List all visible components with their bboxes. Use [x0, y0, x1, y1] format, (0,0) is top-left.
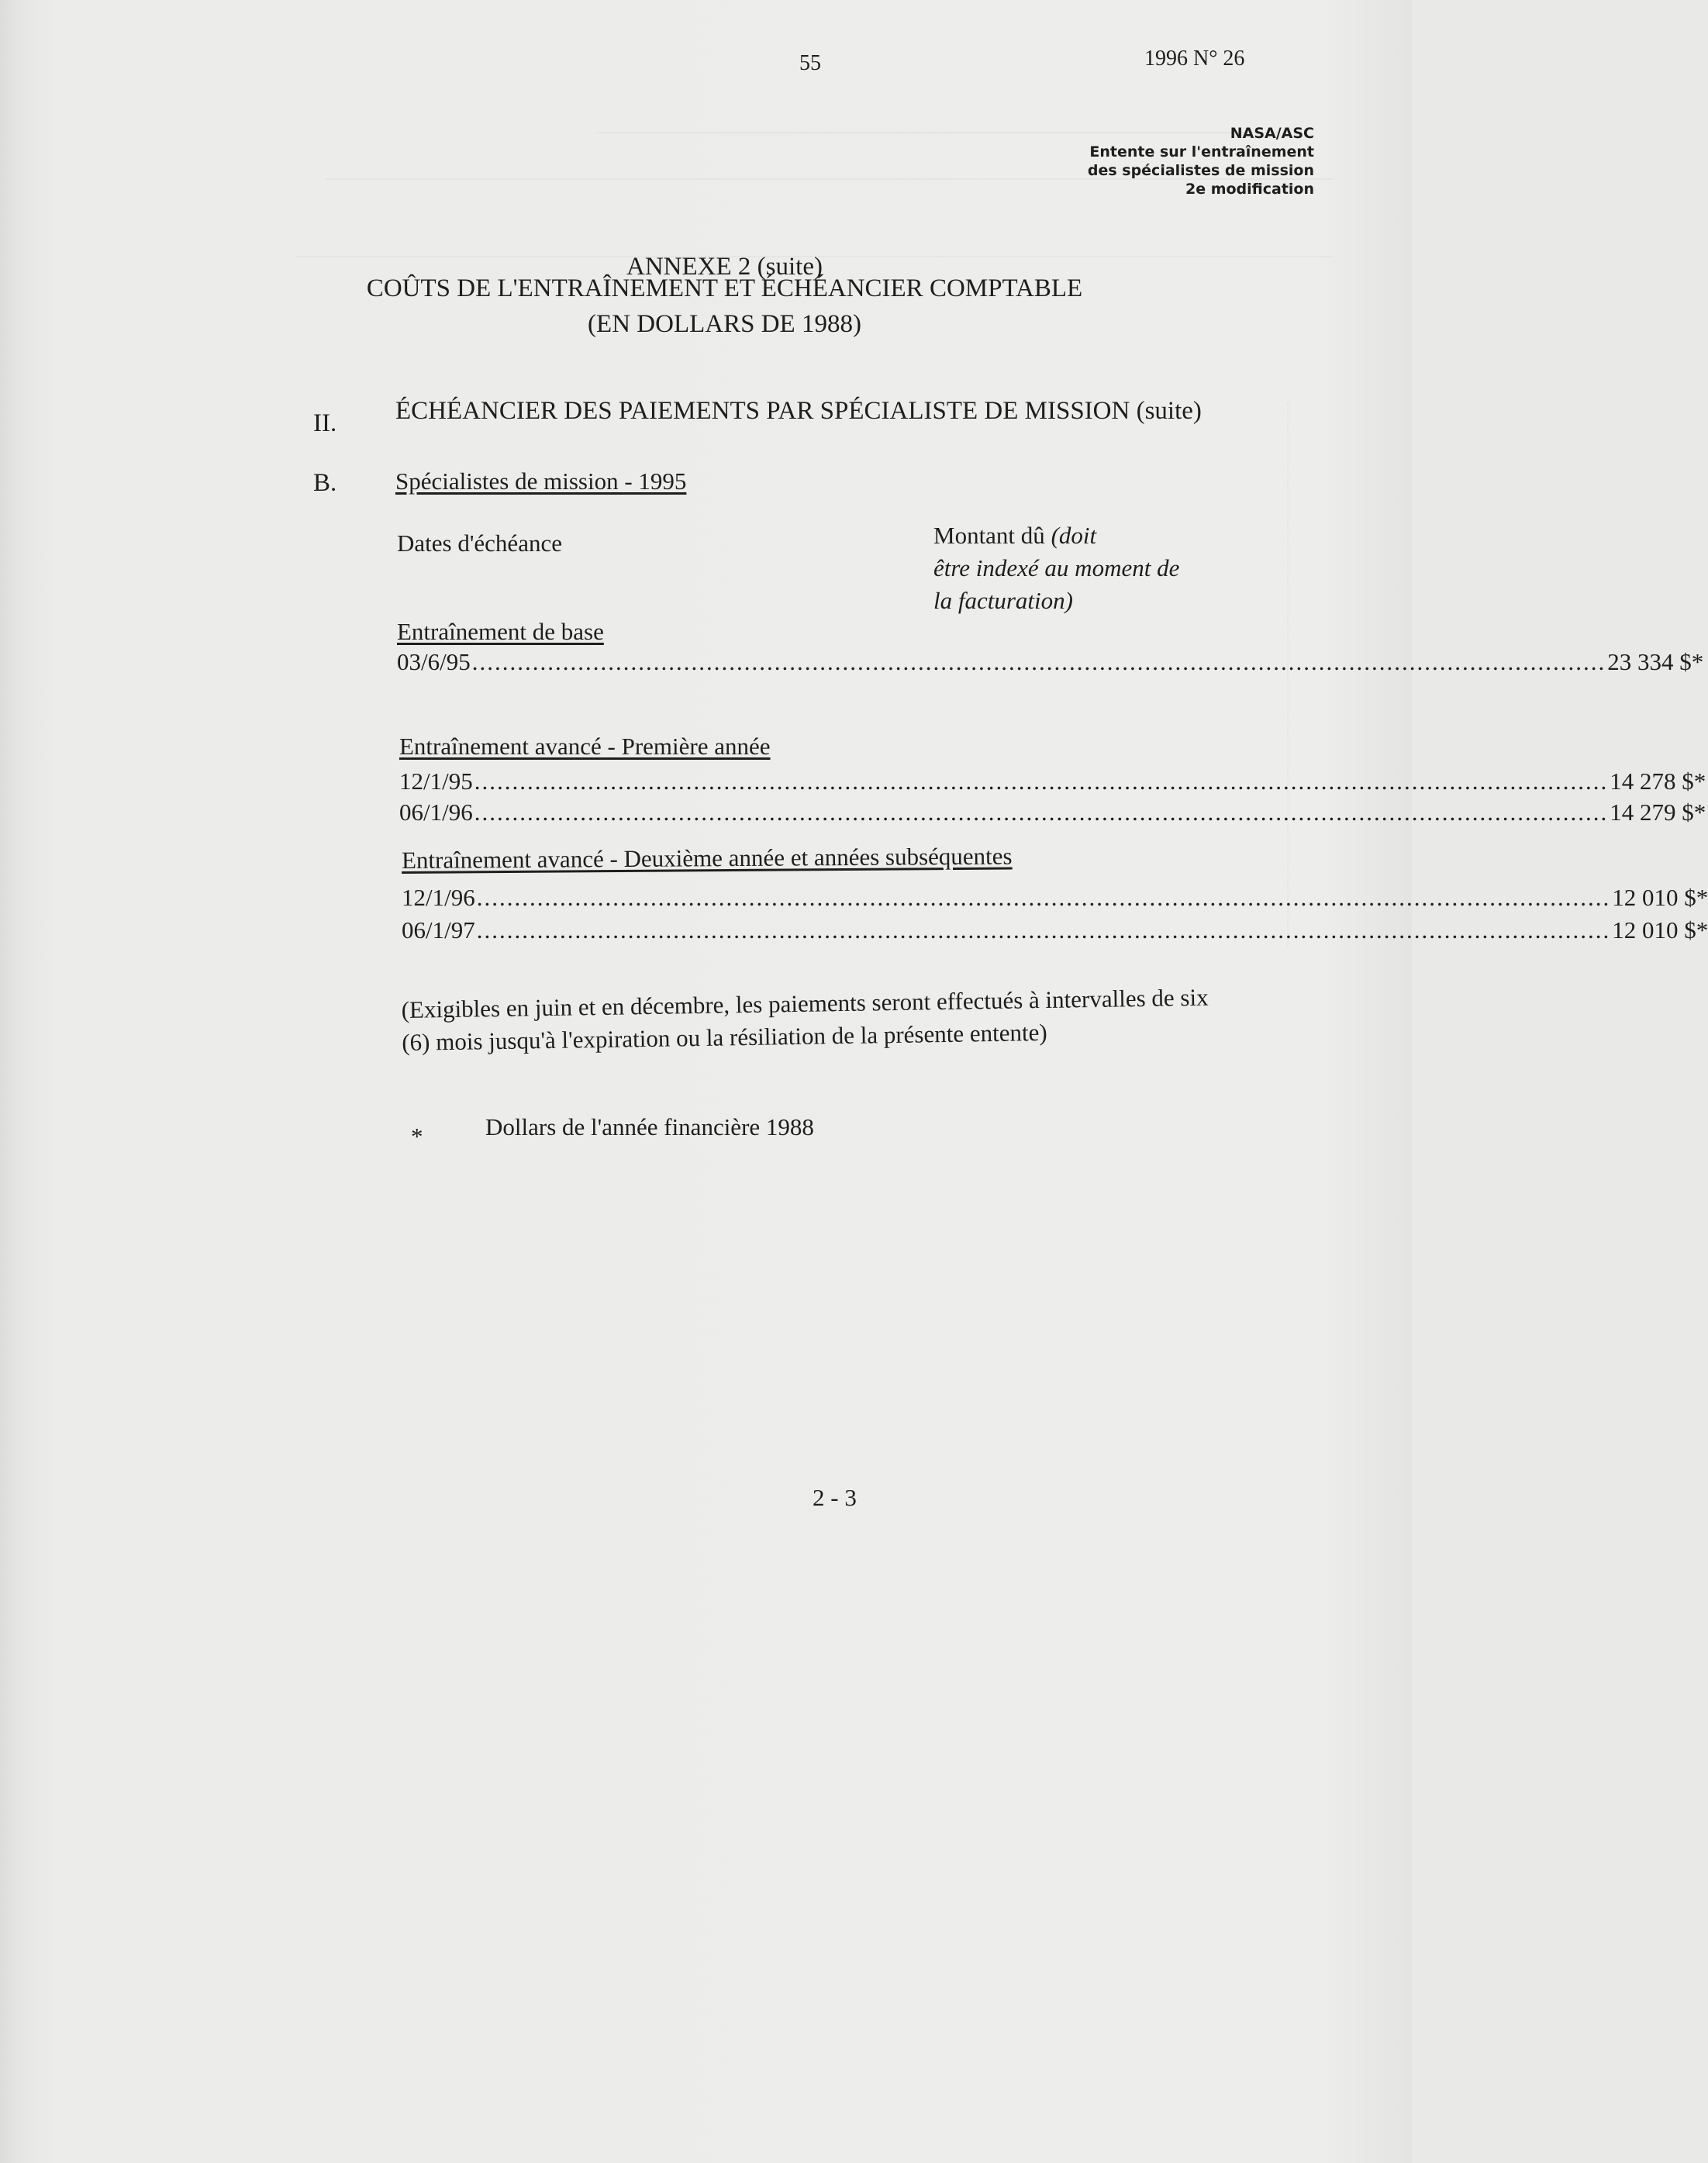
- payment-amount: 14 278 $*: [1610, 768, 1706, 795]
- amount-header-label: Montant dû: [933, 522, 1051, 549]
- subsection-letter: B.: [313, 469, 337, 497]
- payment-amount: 23 334 $*: [1607, 648, 1704, 675]
- leader-dots: ......................................................................................................................................................: [471, 648, 1606, 675]
- agreement-title-line1: Entente sur l'entraînement: [1089, 143, 1314, 160]
- payment-note-line1: (Exigibles en juin et en décembre, les paiements seront effectués à intervalles de six: [401, 983, 1209, 1024]
- footnote-marker: *: [411, 1123, 423, 1150]
- payment-date: 06/1/96: [399, 799, 473, 826]
- page-number: 55: [799, 51, 821, 75]
- subsection-heading: Spécialistes de mission - 1995: [395, 467, 687, 495]
- payment-note-line2: (6) mois jusqu'à l'expiration ou la résiliation de la présente entente): [402, 1018, 1047, 1056]
- payment-amount: 14 279 $*: [1610, 799, 1706, 826]
- payment-date: 03/6/95: [397, 648, 471, 675]
- annex-title: ANNEXE 2 (suite): [626, 253, 823, 281]
- payment-row: [402, 916, 1708, 944]
- leader-dots: ......................................................................................................................................................: [474, 768, 1609, 795]
- payment-row: [399, 799, 1706, 826]
- payment-date: 12/1/95: [399, 768, 473, 795]
- payment-date: 12/1/96: [402, 884, 475, 911]
- payment-row: [399, 768, 1706, 795]
- amount-header-note-line2: être indexé au moment de: [933, 554, 1180, 581]
- payment-amount: 12 010 $*: [1612, 884, 1708, 911]
- agreement-amendment: 2e modification: [1185, 181, 1314, 198]
- amount-header-note: (doit: [1051, 522, 1097, 549]
- dates-column-header: Dates d'échéance: [397, 530, 562, 557]
- payment-row: [397, 648, 1704, 676]
- payment-amount: 12 010 $*: [1612, 916, 1708, 944]
- payment-date: 06/1/97: [402, 916, 475, 944]
- leader-dots: ......................................................................................................................................................: [476, 884, 1611, 911]
- document-title: COÛTS DE L'ENTRAÎNEMENT ET ÉCHÉANCIER COMPTABLE: [366, 274, 1083, 302]
- agreement-reference: [1088, 124, 1314, 198]
- payment-schedule-note: [401, 981, 1209, 1059]
- group-heading-advanced-later-years: Entraînement avancé - Deuxième année et années subséquentes: [401, 842, 1013, 874]
- amount-column-header: [933, 519, 1179, 617]
- issue-number: 1996 N° 26: [1144, 47, 1245, 71]
- leader-dots: ......................................................................................................................................................: [474, 799, 1609, 826]
- page-reference: 2 - 3: [813, 1484, 857, 1511]
- agreement-parties: NASA/ASC: [1230, 125, 1314, 142]
- section-number: II.: [313, 409, 337, 437]
- leader-dots: ......................................................................................................................................................: [476, 916, 1611, 944]
- payment-row: [402, 884, 1708, 912]
- section-heading: ÉCHÉANCIER DES PAIEMENTS PAR SPÉCIALISTE DE MISSION (suite): [395, 397, 1202, 425]
- agreement-title-line2: des spécialistes de mission: [1087, 162, 1314, 179]
- group-heading-basic-training: Entraînement de base: [397, 618, 604, 645]
- document-subtitle: (EN DOLLARS DE 1988): [588, 310, 861, 338]
- footnote-text: Dollars de l'année financière 1988: [485, 1113, 814, 1140]
- amount-header-note-line3: la facturation): [933, 587, 1073, 614]
- group-heading-advanced-first-year: Entraînement avancé - Première année: [399, 733, 771, 760]
